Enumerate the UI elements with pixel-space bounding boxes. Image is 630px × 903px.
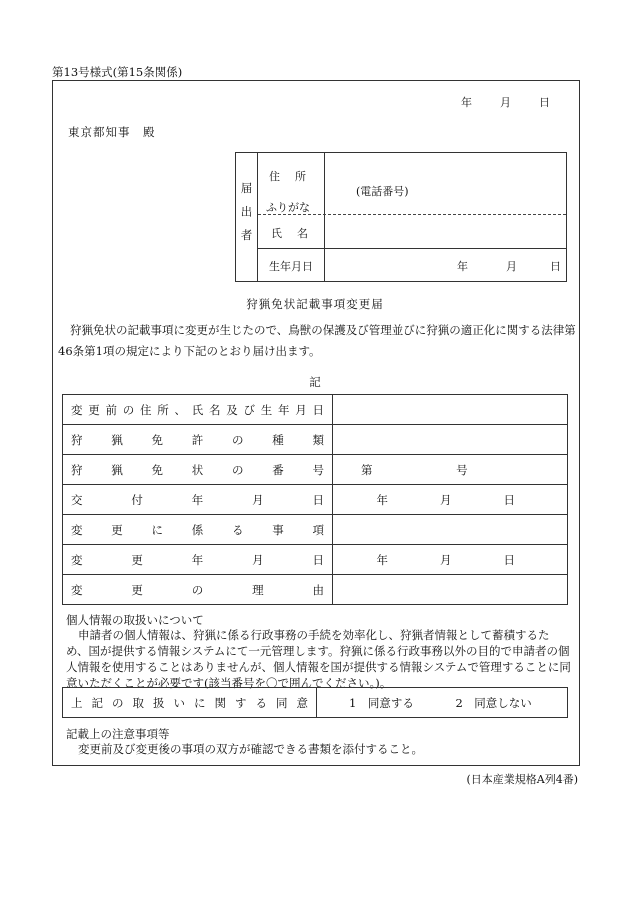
label-char: 理 [252,582,264,597]
label-char: 取 [132,695,144,710]
birthdate-label: 生年月日 [269,260,313,273]
label-char: る [232,522,244,537]
label-char: び [243,402,255,417]
applicant-box [235,152,567,282]
submission-date [461,94,550,110]
label-char: 年 [278,402,290,417]
form-id: 第13号様式(第15条関係) [52,65,183,79]
label-char: 係 [191,522,204,537]
table-row [63,425,568,455]
notes-body: 変更前及び変更後の事項の双方が確認できる書類を添付すること。 [78,742,423,756]
label-char: 前 [105,402,117,417]
label-char: い [173,695,185,710]
label-char: 変 [71,402,83,417]
document-title: 狩猟免状記載事項変更届 [246,297,384,311]
label-char: 年 [191,552,204,567]
phone-label: (電話番号) [356,185,409,198]
table-row [63,545,568,575]
addressee: 東京都知事 殿 [68,125,156,139]
label-char: 項 [312,522,324,537]
label-char: る [255,695,267,710]
label-char: 更 [111,522,123,537]
day-label: 日 [539,96,550,109]
privacy-heading: 個人情報の取扱いについて [66,613,204,627]
consent-option-disagree[interactable]: 2 同意しない [455,695,532,710]
label-char: 日 [312,492,324,507]
label-char: 月 [252,552,264,567]
prev-info-label [63,395,333,425]
label-char: 猟 [111,432,123,447]
label-char: 猟 [111,462,123,477]
change-item-label [63,515,333,545]
table-row [63,485,568,515]
paper-size-note: (日本産業規格A列4番) [466,773,578,786]
label-char: 意 [296,695,308,710]
year-label: 年 [376,492,388,507]
body-text: 狩猟免状の記載事項に変更が生じたので、鳥獣の保護及び管理並びに狩猟の適正化に関する法律第46条第1項の規定により下記のとおり届け出ます。 [58,323,576,358]
year-label: 年 [461,96,472,109]
label-char: の [232,432,244,447]
label-char: 番 [272,462,284,477]
birth-year-label: 年 [457,260,468,273]
label-char: 更 [88,402,100,417]
change-reason-value[interactable] [333,575,568,605]
label-char: 氏 [191,402,204,417]
label-char: 種 [272,432,284,447]
number-suffix: 号 [456,462,468,477]
license-type-label [63,425,333,455]
label-char: 上 [71,695,83,710]
label-char: 更 [131,582,143,597]
label-char: 号 [312,462,324,477]
label-char: 狩 [71,462,83,477]
consent-options [317,688,568,718]
number-prefix: 第 [361,462,373,477]
privacy-body: 申請者の個人情報は、狩猟に係る行政事務の手続を効率化し、狩猟者情報として蓄積するため、国が提供する情報システムにて一元管理します。狩猟に係る行政事務以外の目的で申請者の個人情報を使用することはありませんが、個人情報を国が提供する情報システムで管理することに同意いただくことが必要です(該当番号を〇で囲んでください。)。 [66,628,571,690]
month-label: 月 [500,96,511,109]
address-label: 住 所 [269,170,308,183]
table-row [63,688,568,718]
label-char: 変 [71,582,83,597]
label-char: 事 [272,522,284,537]
month-label: 月 [440,552,452,567]
row-divider [258,248,566,249]
issue-date-value[interactable] [333,485,568,515]
label-char: 日 [312,402,324,417]
month-label: 月 [440,492,452,507]
consent-label [63,688,317,718]
change-date-value[interactable] [333,545,568,575]
label-char: 扱 [153,695,165,710]
ki-heading: 記 [309,375,321,389]
change-date-label [63,545,333,575]
label-char: 許 [191,432,204,447]
consent-table [62,687,568,718]
birth-day-label: 日 [550,260,561,273]
label-char: 年 [191,492,204,507]
label-char: の [122,402,135,417]
applicant-label: 届出者 [239,181,254,253]
items-table [62,394,568,605]
label-char: の [232,462,244,477]
label-char: 由 [312,582,324,597]
table-row [63,575,568,605]
license-number-label [63,455,333,485]
issue-date-label [63,485,333,515]
column-divider [324,153,325,281]
label-char: 記 [91,695,103,710]
name-label: 氏 名 [271,227,310,240]
label-char: 月 [295,402,307,417]
label-char: 住 [140,402,152,417]
label-char: 変 [71,522,83,537]
label-char: に [151,522,163,537]
label-char: に [194,695,206,710]
day-label: 日 [503,552,515,567]
year-label: 年 [376,552,388,567]
label-char: 状 [191,462,204,477]
label-char: 免 [151,462,163,477]
applicant-label-cell [236,153,258,281]
license-type-value[interactable] [333,425,568,455]
label-char: 名 [209,402,221,417]
label-char: 類 [312,432,324,447]
prev-info-value[interactable] [333,395,568,425]
label-char: 月 [252,492,264,507]
change-reason-label [63,575,333,605]
birth-month-label: 月 [506,260,517,273]
label-char: 日 [312,552,324,567]
label-char: の [112,695,124,710]
table-row [63,455,568,485]
label-char: 狩 [71,432,83,447]
change-item-value[interactable] [333,515,568,545]
label-char: の [191,582,204,597]
label-char: 免 [151,432,163,447]
label-char: 付 [131,492,143,507]
label-char: 関 [214,695,226,710]
consent-option-agree[interactable]: 1 同意する [349,695,414,710]
table-row [63,515,568,545]
label-char: 交 [71,492,83,507]
label-char: す [235,695,247,710]
label-char: 所 [157,402,169,417]
notes-heading: 記載上の注意事項等 [66,727,170,741]
license-number-value[interactable] [333,455,568,485]
day-label: 日 [503,492,515,507]
furigana-label: ふりがな [266,201,310,214]
label-char: 及 [226,402,238,417]
label-char: 生 [260,402,273,417]
table-row [63,395,568,425]
label-char: 同 [276,695,288,710]
label-char: 、 [174,402,186,417]
label-char: 変 [71,552,83,567]
label-char: 更 [131,552,143,567]
